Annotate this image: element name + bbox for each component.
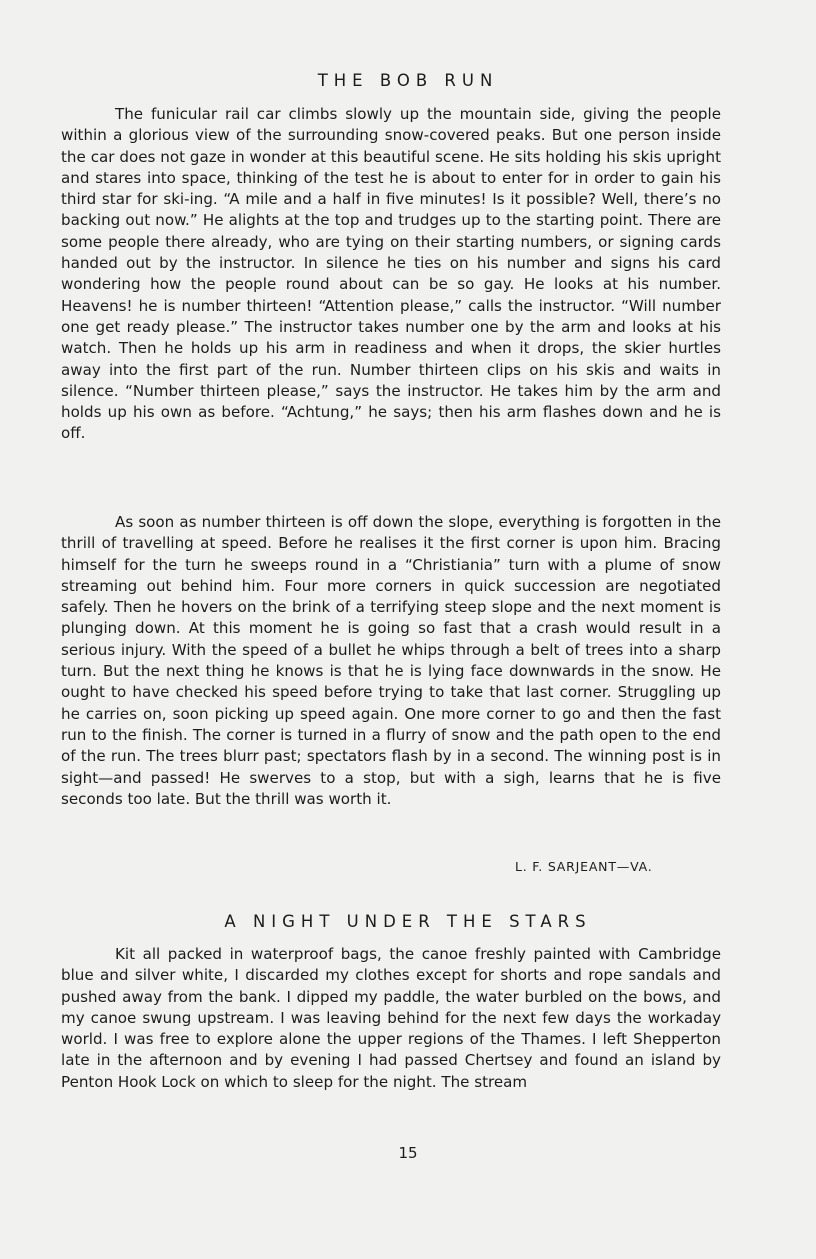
story-title-bob-run: THE BOB RUN xyxy=(317,71,499,90)
story-title-night-under-stars: A NIGHT UNDER THE STARS xyxy=(224,912,592,931)
author-byline: L. F. SARJEANT—VA. xyxy=(515,859,653,874)
story-paragraph: Kit all packed in waterproof bags, the canoe freshly painted with Cambridge blue and silver white, I discarded my clothes except for shorts and rope sandals and pushed away from the bank. I dipped my paddle, the water burbled on the bows, and my canoe swung upstream. I was leaving behind for the next few days the workaday world. I was free to explore alone the upper regions of the Thames. I left Shepperton late in the afternoon and by evening I had passed Chertsey and found an island by Penton Hook Lock on which to sleep for the night. The stream xyxy=(61,945,721,1091)
story-paragraph: As soon as number thirteen is off down the slope, everything is forgotten in the thrill of travelling at speed. Before he realises it the first corner is upon him. Bracing himself for the turn he sweeps round in a “Christiania” turn with a plume of snow streaming out behind him. Four more corners in quick succession are negotiated safely. Then he hovers on the brink of a terrifying steep slope and the next moment is plunging down. At this moment he is going so fast that a crash would result in a serious injury. With the speed of a bullet he whips through a belt of trees into a sharp turn. But the next thing he knows is that he is lying face downwards in the snow. He ought to have checked his speed before trying to take that last corner. Struggling up he carries on, soon picking up speed again. One more corner to go and then the fast run to the finish. The corner is turned in a flurry of snow and the path open to the end of the run. The trees blurr past; spectators flash by in a second. The winning post is in sight—and passed! He swerves to a stop, but with a sigh, learns that he is five seconds too late. But the thrill was worth it. xyxy=(61,513,721,808)
page-number: 15 xyxy=(398,1144,418,1162)
story-paragraph: The funicular rail car climbs slowly up the mountain side, giving the people within a glorious view of the surrounding snow-covered peaks. But one person inside the car does not gaze in wonder at this beautiful scene. He sits holding his skis upright and stares into space, thinking of the test he is about to enter for in order to gain his third star for ski-ing. “A mile and a half in five minutes! Is it possible? Well, there’s no backing out now.” He alights at the top and trudges up to the starting point. There are some people there already, who are tying on their starting numbers, or signing cards handed out by the instructor. In silence he ties on his number and signs his card wondering how the people round about can be so gay. He looks at his number. Heavens! he is number thirteen! “Attention please,” calls the instructor. “Will number one get ready please.” The instructor takes number one by the arm and looks at his watch. Then he holds up his arm in readiness and when it drops, the skier hurtles away into the first part of the run. Number thirteen clips on his skis and waits in silence. “Number thirteen please,” says the instructor. He takes him by the arm and holds up his own as before. “Achtung,” he says; then his arm flashes down and he is off. xyxy=(61,105,721,443)
